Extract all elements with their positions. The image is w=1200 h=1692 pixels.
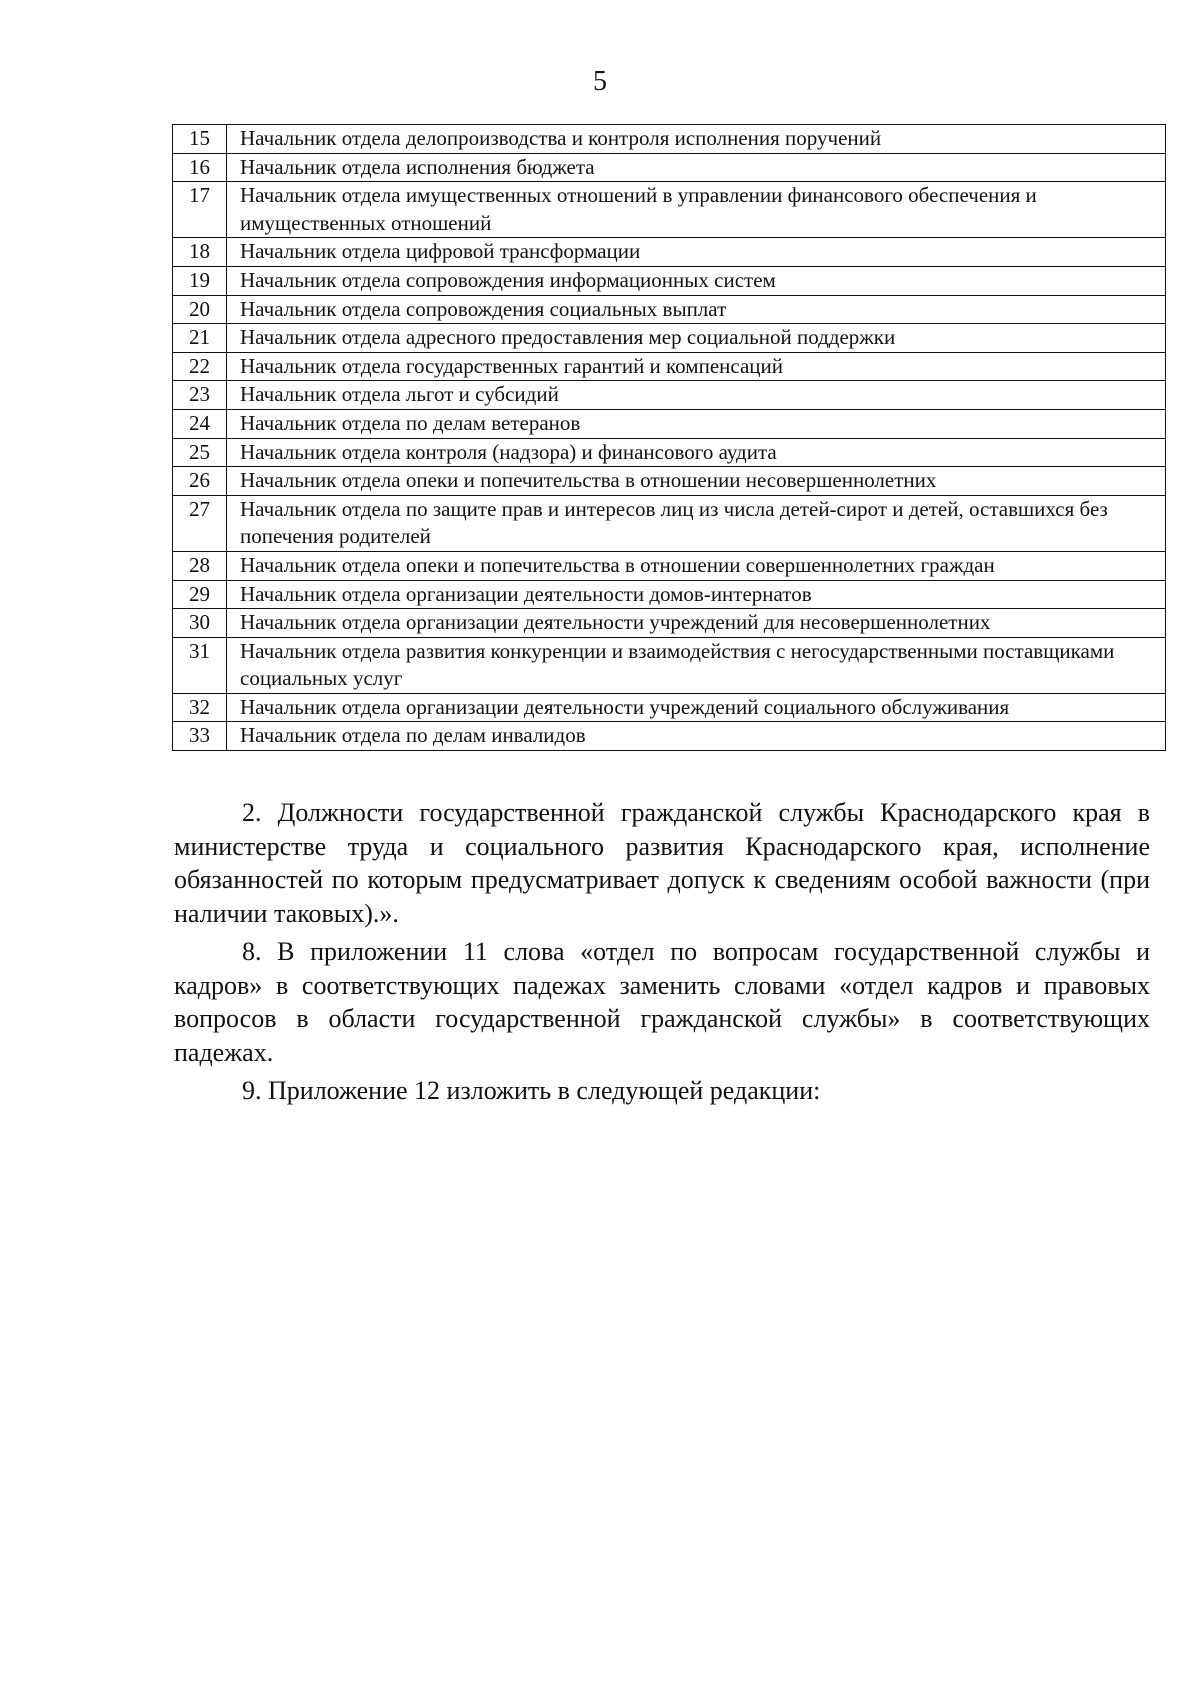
position-title-cell: Начальник отдела опеки и попечительства в отношении совершеннолетних граждан: [227, 551, 1166, 580]
table-row: [173, 495, 1166, 551]
position-title-cell: Начальник отдела по делам ветеранов: [227, 409, 1166, 438]
position-title-cell: Начальник отдела исполнения бюджета: [227, 153, 1166, 182]
table-row: [173, 693, 1166, 722]
row-number-cell: 25: [173, 438, 227, 467]
position-title-cell: Начальник отдела организации деятельности учреждений для несовершеннолетних: [227, 609, 1166, 638]
paragraph-item-2: 2. Должности государственной гражданской службы Краснодарского края в министерстве труда и социального развития Краснодарского края, исполнение обязанностей по которым предусматривает допуск к сведениям особой важности (при наличии таковых).».: [174, 798, 1150, 928]
body-text: [174, 796, 1150, 1108]
table-row: [173, 125, 1166, 154]
table-row: [173, 467, 1166, 496]
position-title-cell: Начальник отдела организации деятельности учреждений социального обслуживания: [227, 693, 1166, 722]
position-title-cell: Начальник отдела опеки и попечительства в отношении несовершеннолетних: [227, 467, 1166, 496]
row-number-cell: 16: [173, 153, 227, 182]
row-number-cell: 24: [173, 409, 227, 438]
row-number-cell: 21: [173, 324, 227, 353]
position-title-cell: Начальник отдела контроля (надзора) и финансового аудита: [227, 438, 1166, 467]
table-row: [173, 324, 1166, 353]
table-row: [173, 580, 1166, 609]
position-title-cell: Начальник отдела адресного предоставления мер социальной поддержки: [227, 324, 1166, 353]
table-row: [173, 381, 1166, 410]
row-number-cell: 20: [173, 295, 227, 324]
table-row: [173, 352, 1166, 381]
paragraph-item-8: 8. В приложении 11 слова «отдел по вопросам государственной службы и кадров» в соответствующих падежах заменить словами «отдел кадров и правовых вопросов в области государственной гражданской службы» в соответствующих падежах.: [174, 937, 1150, 1067]
paragraph-item-9: 9. Приложение 12 изложить в следующей редакции:: [242, 1076, 821, 1105]
position-title-cell: Начальник отдела по делам инвалидов: [227, 722, 1166, 751]
row-number-cell: 32: [173, 693, 227, 722]
position-title-cell: Начальник отдела сопровождения социальных выплат: [227, 295, 1166, 324]
position-title-cell: Начальник отдела льгот и субсидий: [227, 381, 1166, 410]
row-number-cell: 31: [173, 637, 227, 693]
row-number-cell: 22: [173, 352, 227, 381]
table-row: [173, 551, 1166, 580]
table-row: [173, 609, 1166, 638]
positions-table-body: [173, 125, 1166, 751]
row-number-cell: 33: [173, 722, 227, 751]
table-row: [173, 409, 1166, 438]
table-row: [173, 238, 1166, 267]
row-number-cell: 30: [173, 609, 227, 638]
position-title-cell: Начальник отдела сопровождения информационных систем: [227, 266, 1166, 295]
table-row: [173, 722, 1166, 751]
row-number-cell: 18: [173, 238, 227, 267]
table-row: [173, 153, 1166, 182]
positions-table: [172, 124, 1166, 751]
position-title-cell: Начальник отдела по защите прав и интересов лиц из числа детей-сирот и детей, оставшихся без попечения родителей: [227, 495, 1166, 551]
table-row: [173, 438, 1166, 467]
position-title-cell: Начальник отдела развития конкуренции и взаимодействия с негосударственными поставщиками социальных услуг: [227, 637, 1166, 693]
row-number-cell: 29: [173, 580, 227, 609]
row-number-cell: 27: [173, 495, 227, 551]
row-number-cell: 28: [173, 551, 227, 580]
table-row: [173, 295, 1166, 324]
row-number-cell: 19: [173, 266, 227, 295]
row-number-cell: 17: [173, 182, 227, 238]
row-number-cell: 15: [173, 125, 227, 154]
position-title-cell: Начальник отдела организации деятельности домов-интернатов: [227, 580, 1166, 609]
table-row: [173, 637, 1166, 693]
row-number-cell: 26: [173, 467, 227, 496]
position-title-cell: Начальник отдела имущественных отношений в управлении финансового обеспечения и имущественных отношений: [227, 182, 1166, 238]
row-number-cell: 23: [173, 381, 227, 410]
position-title-cell: Начальник отдела делопроизводства и контроля исполнения поручений: [227, 125, 1166, 154]
page-number: 5: [593, 66, 607, 97]
table-row: [173, 182, 1166, 238]
table-row: [173, 266, 1166, 295]
position-title-cell: Начальник отдела цифровой трансформации: [227, 238, 1166, 267]
position-title-cell: Начальник отдела государственных гарантий и компенсаций: [227, 352, 1166, 381]
